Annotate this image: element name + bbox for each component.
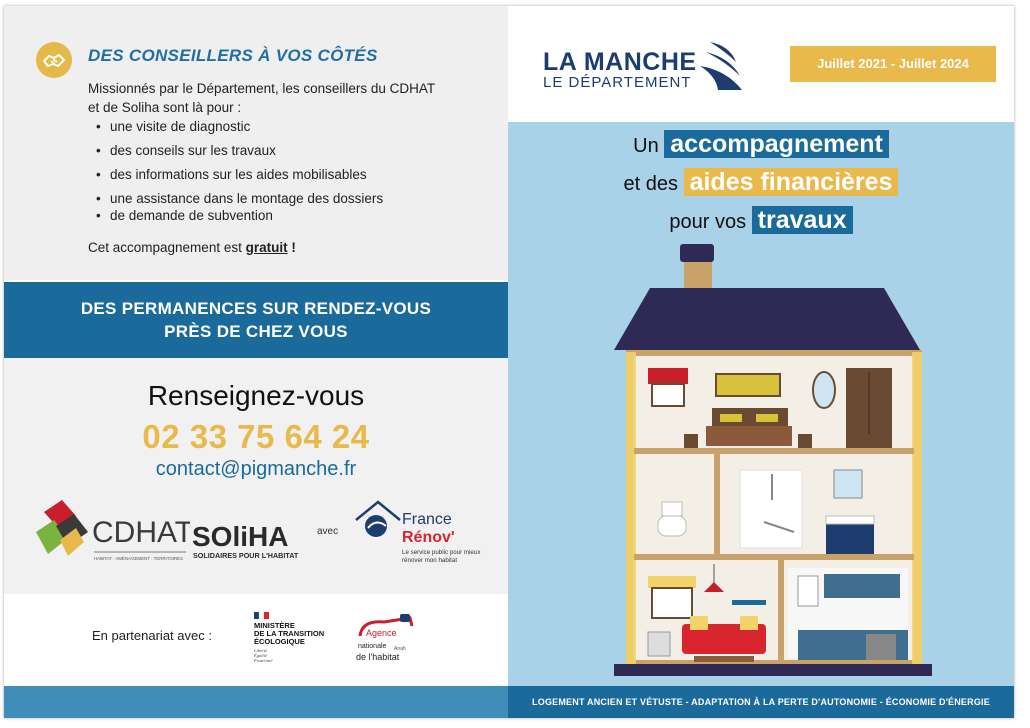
headline-line [508, 202, 1014, 240]
headline-text: pour vos [669, 211, 752, 233]
list-item: • une assistance dans le montage des dossiers [96, 191, 383, 208]
roof [614, 288, 920, 350]
france-renov-line2: Rénov' [402, 529, 455, 546]
anah-line: Agence [366, 628, 397, 638]
france-renov-tagline: Le service public pour mieux [402, 549, 481, 556]
handshake-icon [36, 42, 72, 78]
phone-number[interactable]: 02 33 75 64 24 [142, 418, 370, 455]
list-item-continuation-text: de demande de subvention [110, 207, 273, 223]
intro-line: Missionnés par le Département, les conseillers du CDHAT [88, 81, 436, 96]
headline-line [508, 164, 1014, 202]
free-word: gratuit [245, 240, 288, 255]
anah-line: de l'habitat [356, 652, 400, 662]
info-heading: Renseignez-vous [147, 380, 365, 411]
services-list [96, 119, 383, 232]
house-base [614, 664, 932, 676]
headline-highlight: travaux [752, 206, 853, 234]
free-prefix: Cet accompagnement est [88, 240, 246, 255]
ministere-motto: Égalité [254, 653, 267, 658]
chimney [684, 262, 712, 290]
headline-text: Un [633, 135, 665, 157]
ministere-motto: Liberté [254, 648, 267, 653]
right-panel [508, 6, 1014, 718]
headline [508, 126, 1014, 240]
email-link[interactable]: contact@pigmanche.fr [155, 458, 357, 480]
france-renov-line1: France [402, 511, 452, 528]
list-item: • une visite de diagnostic [96, 119, 383, 136]
intro-line: et de Soliha sont là pour : [88, 100, 242, 115]
cdhat-logo [34, 498, 190, 564]
headline-highlight: accompagnement [664, 130, 889, 158]
banner-line: PRÈS DE CHEZ VOUS [164, 322, 348, 341]
anah-logo [354, 612, 424, 674]
la-manche-logo-subtitle: LE DÉPARTEMENT [543, 74, 692, 91]
banner-line: DES PERMANENCES SUR RENDEZ-VOUS [80, 299, 432, 318]
list-item-continuation [96, 208, 383, 225]
appointments-banner [4, 282, 508, 358]
anah-short: Anah [394, 646, 406, 652]
intro-text [88, 79, 478, 117]
la-manche-logo-title: LA MANCHE [543, 48, 697, 76]
avec-label: avec [317, 526, 339, 537]
headline-highlight: aides financières [684, 168, 899, 196]
list-item: • des conseils sur les travaux [96, 143, 383, 160]
date-range-badge: Juillet 2021 - Juillet 2024 [790, 46, 996, 82]
free-statement [88, 240, 296, 255]
soliha-tagline: SOLIDAIRES POUR L'HABITAT [193, 551, 299, 560]
ministere-line: ÉCOLOGIQUE [254, 637, 305, 646]
ministere-line: DE LA TRANSITION [254, 629, 325, 638]
france-renov-logo [354, 498, 484, 570]
cdhat-tagline: HABITAT · AMÉNAGEMENT · TERRITOIRES [94, 556, 184, 561]
cdhat-name: CDHAT [92, 516, 190, 549]
chimney-cap [680, 244, 714, 262]
soliha-logo [192, 516, 314, 562]
left-footer-bar [4, 686, 508, 718]
ministere-motto: Fraternité [254, 658, 273, 663]
left-panel [4, 6, 508, 718]
headline-line [508, 126, 1014, 164]
la-manche-logo-icon [696, 40, 746, 92]
brochure-sheet [4, 6, 1014, 718]
soliha-name: SOliHA [192, 521, 289, 552]
list-item: • des informations sur les aides mobilisables [96, 167, 383, 184]
headline-text: et des [623, 173, 684, 195]
topics-footer: LOGEMENT ANCIEN ET VÉTUSTE - ADAPTATION À LA PERTE D'AUTONOMIE - ÉCONOMIE D'ÉNERGIE [508, 686, 1014, 718]
ministere-line: MINISTÈRE [254, 621, 295, 630]
kitchen [788, 568, 908, 660]
france-renov-tagline: rénover mon habitat [402, 557, 458, 564]
section-title: DES CONSEILLERS À VOS CÔTÉS [88, 46, 378, 65]
ministere-logo [248, 610, 338, 674]
anah-line: nationale [358, 643, 387, 650]
house-illustration [612, 238, 932, 678]
free-suffix: ! [287, 240, 296, 255]
partnership-label: En partenariat avec : [92, 628, 212, 643]
